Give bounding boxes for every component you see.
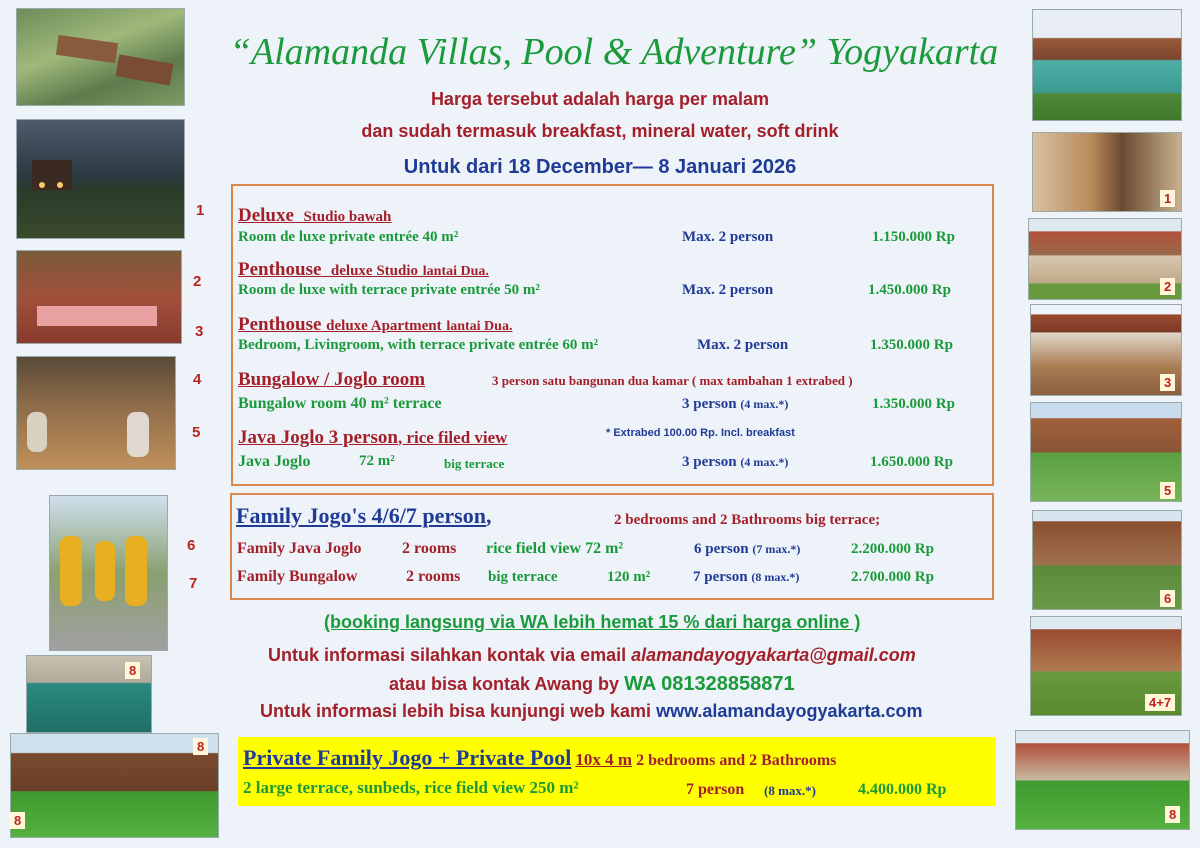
- family-title: Family Jogo's 4/6/7 person,: [236, 503, 492, 528]
- room-4-title: Bungalow / Joglo room: [238, 369, 426, 390]
- price-note-line2: dan sudah termasuk breakfast, mineral water, soft drink: [361, 121, 839, 141]
- family-row-1-persons: 6 person (7 max.*): [694, 541, 801, 557]
- wa-line: atau bisa kontak Awang by WA 081328858871: [389, 673, 795, 695]
- room-5-max: 3 person (4 max.*): [682, 454, 789, 470]
- private-desc: 2 large terrace, sunbeds, rice field view 250 m²: [243, 778, 579, 797]
- room-number-1: 1: [196, 202, 205, 219]
- badge-right-5: 5: [1160, 482, 1175, 499]
- room-5-price: 1.650.000 Rp: [870, 454, 953, 470]
- room-5-desc-name: Java Joglo: [238, 453, 311, 470]
- booking-note: (booking langsung via WA lebih hemat 15 % dari harga online ): [324, 612, 861, 632]
- photo-family-dinner: [16, 356, 176, 470]
- date-range: Untuk dari 18 December— 8 Januari 2026: [403, 156, 797, 178]
- family-row-2-feature: big terrace: [488, 569, 558, 585]
- room-number-5: 5: [192, 424, 201, 441]
- photo-dining-terrace: [16, 250, 182, 344]
- page-title: “Alamanda Villas, Pool & Adventure” Yogyakarta: [229, 31, 999, 73]
- extrabed-note: * Extrabed 100.00 Rp. Incl. breakfast: [606, 427, 795, 439]
- family-row-2-size: 120 m²: [607, 569, 651, 585]
- room-2-max: Max. 2 person: [682, 282, 774, 298]
- room-3-price: 1.350.000 Rp: [870, 337, 953, 353]
- family-row-2-name: Family Bungalow: [237, 568, 358, 585]
- badge-right-8: 8: [1165, 806, 1180, 823]
- wa-link[interactable]: WA 081328858871: [624, 673, 795, 695]
- room-2-price: 1.450.000 Rp: [868, 282, 951, 298]
- room-3-desc: Bedroom, Livingroom, with terrace private entrée 60 m²: [238, 337, 599, 353]
- email-line: Untuk informasi silahkan kontak via email alamandayogyakarta@gmail.com: [268, 645, 916, 665]
- room-3-title: Penthouse deluxe Apartment lantai Dua.: [238, 314, 513, 335]
- room-number-7: 7: [189, 575, 198, 592]
- private-title: Private Family Jogo + Private Pool 10x 4 m 2 bedrooms and 2 Bathrooms: [243, 745, 837, 770]
- badge-right-4-7: 4+7: [1145, 694, 1175, 711]
- family-row-1-name: Family Java Joglo: [237, 540, 362, 557]
- room-number-2: 2: [193, 273, 202, 290]
- room-4-max: 3 person (4 max.*): [682, 396, 789, 412]
- photo-joglo-field: [10, 733, 219, 838]
- private-price: 4.400.000 Rp: [858, 781, 947, 798]
- room-1-max: Max. 2 person: [682, 229, 774, 245]
- family-row-2-persons: 7 person (8 max.*): [693, 569, 800, 585]
- room-1-desc: Room de luxe private entrée 40 m²: [238, 229, 459, 245]
- room-4-note: 3 person satu bangunan dua kamar ( max tambahan 1 extrabed ): [492, 373, 853, 388]
- private-max: (8 max.*): [764, 783, 816, 798]
- email-link[interactable]: alamandayogyakarta@gmail.com: [631, 645, 916, 665]
- photo-penthouse-building: [1028, 218, 1182, 300]
- room-5-desc-terrace: big terrace: [444, 456, 505, 471]
- room-number-6: 6: [187, 537, 196, 554]
- room-1-title: Deluxe Studio bawah: [238, 205, 392, 226]
- photo-guests-group: [49, 495, 168, 651]
- room-4-price: 1.350.000 Rp: [872, 396, 955, 412]
- room-5-desc-size: 72 m²: [359, 453, 395, 469]
- price-note-line1: Harga tersebut adalah harga per malam: [430, 89, 770, 109]
- room-4-desc: Bungalow room 40 m² terrace: [238, 395, 442, 412]
- badge-right-3: 3: [1160, 374, 1175, 391]
- web-line: Untuk informasi lebih bisa kunjungi web kami www.alamandayogyakarta.com: [260, 701, 923, 721]
- badge-left-8c: 8: [10, 812, 25, 829]
- photo-private-joglo: [1015, 730, 1190, 830]
- room-2-desc: Room de luxe with terrace private entrée 50 m²: [238, 282, 540, 298]
- room-3-max: Max. 2 person: [697, 337, 789, 353]
- web-link[interactable]: www.alamandayogyakarta.com: [656, 701, 923, 721]
- room-number-4: 4: [193, 371, 202, 388]
- family-note: 2 bedrooms and 2 Bathrooms big terrace;: [614, 512, 881, 528]
- badge-left-8b: 8: [193, 738, 208, 755]
- room-2-title: Penthouse deluxe Studio lantai Dua.: [238, 259, 489, 280]
- badge-right-2: 2: [1160, 278, 1175, 295]
- badge-right-1: 1: [1160, 190, 1175, 207]
- family-row-1-feature: rice field view 72 m²: [486, 540, 624, 557]
- room-5-title: Java Joglo 3 person, rice filed view: [238, 427, 508, 448]
- room-1-price: 1.150.000 Rp: [872, 229, 955, 245]
- badge-left-8a: 8: [125, 662, 140, 679]
- family-row-1-price: 2.200.000 Rp: [851, 541, 934, 557]
- family-row-2-rooms: 2 rooms: [406, 568, 461, 585]
- family-row-1-rooms: 2 rooms: [402, 540, 457, 557]
- room-number-3: 3: [195, 323, 204, 340]
- badge-right-6: 6: [1160, 590, 1175, 607]
- family-row-2-price: 2.700.000 Rp: [851, 569, 934, 585]
- private-persons: 7 person: [686, 781, 745, 798]
